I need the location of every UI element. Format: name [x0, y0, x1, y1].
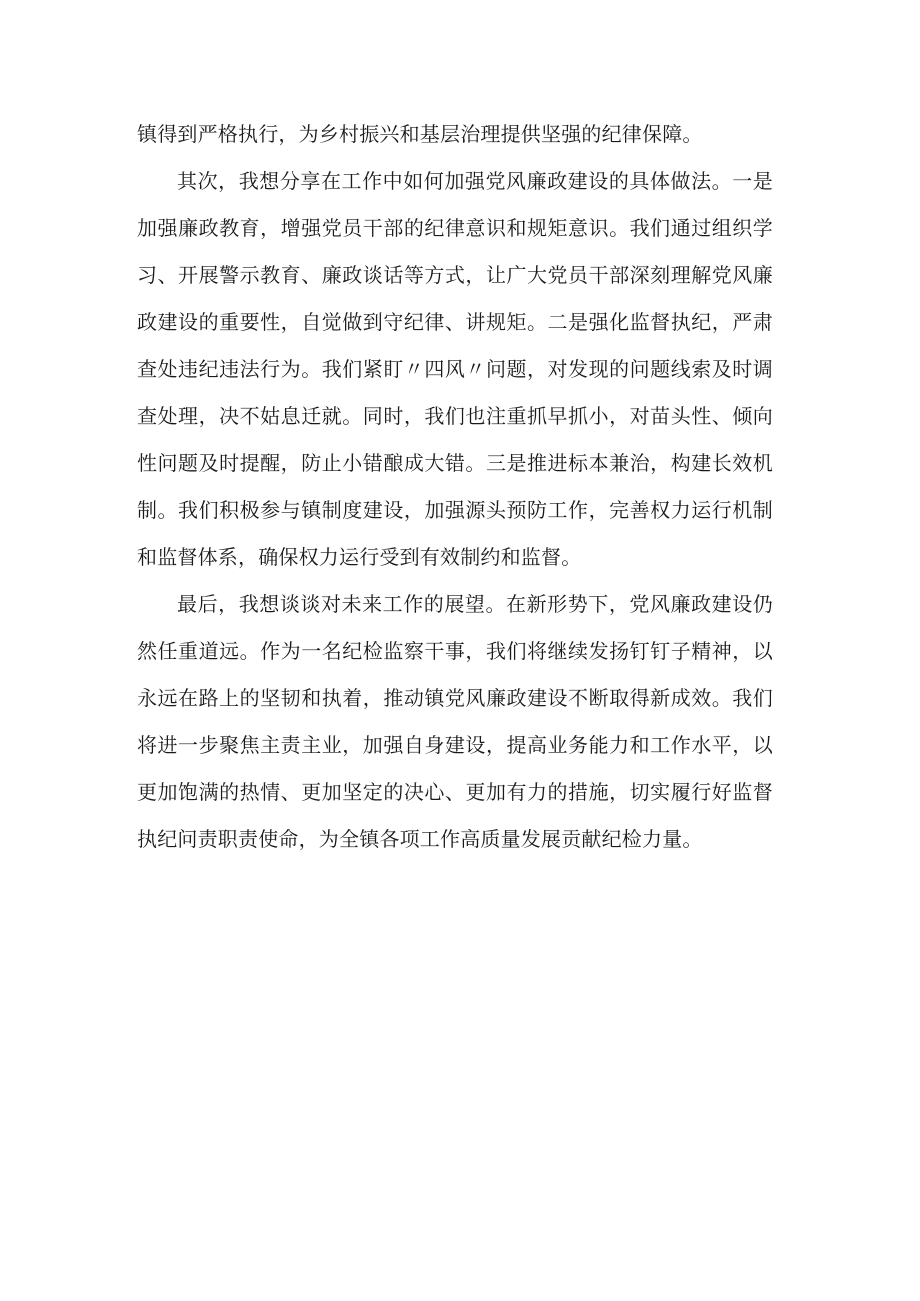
- paragraph-continuation: 镇得到严格执行，为乡村振兴和基层治理提供坚强的纪律保障。: [137, 122, 703, 146]
- document-body: [137, 111, 773, 863]
- paragraph-practices: 其次，我想分享在工作中如何加强党风廉政建设的具体做法。一是加强廉政教育，增强党员干部的纪律意识和规矩意识。我们通过组织学习、开展警示教育、廉政谈话等方式，让广大党员干部深刻理解党风廉政建设的重要性，自觉做到守纪律、讲规矩。二是强化监督执纪，严肃查处违纪违法行为。我们紧盯〃四风〃问题，对发现的问题线索及时调查处理，决不姑息迁就。同时，我们也注重抓早抓小，对苗头性、倾向性问题及时提醒，防止小错酿成大错。三是推进标本兼治，构建长效机制。我们积极参与镇制度建设，加强源头预防工作，完善权力运行机制和监督体系，确保权力运行受到有效制约和监督。: [137, 169, 773, 569]
- paragraph-outlook: 最后，我想谈谈对未来工作的展望。在新形势下，党风廉政建设仍然任重道远。作为一名纪检监察干事，我们将继续发扬钉钉子精神，以永远在路上的坚韧和执着，推动镇党风廉政建设不断取得新成效。我们将进一步聚焦主责主业，加强自身建设，提高业务能力和工作水平，以更加饱满的热情、更加坚定的决心、更加有力的措施，切实履行好监督执纪问责职责使命，为全镇各项工作高质量发展贡献纪检力量。: [137, 592, 773, 851]
